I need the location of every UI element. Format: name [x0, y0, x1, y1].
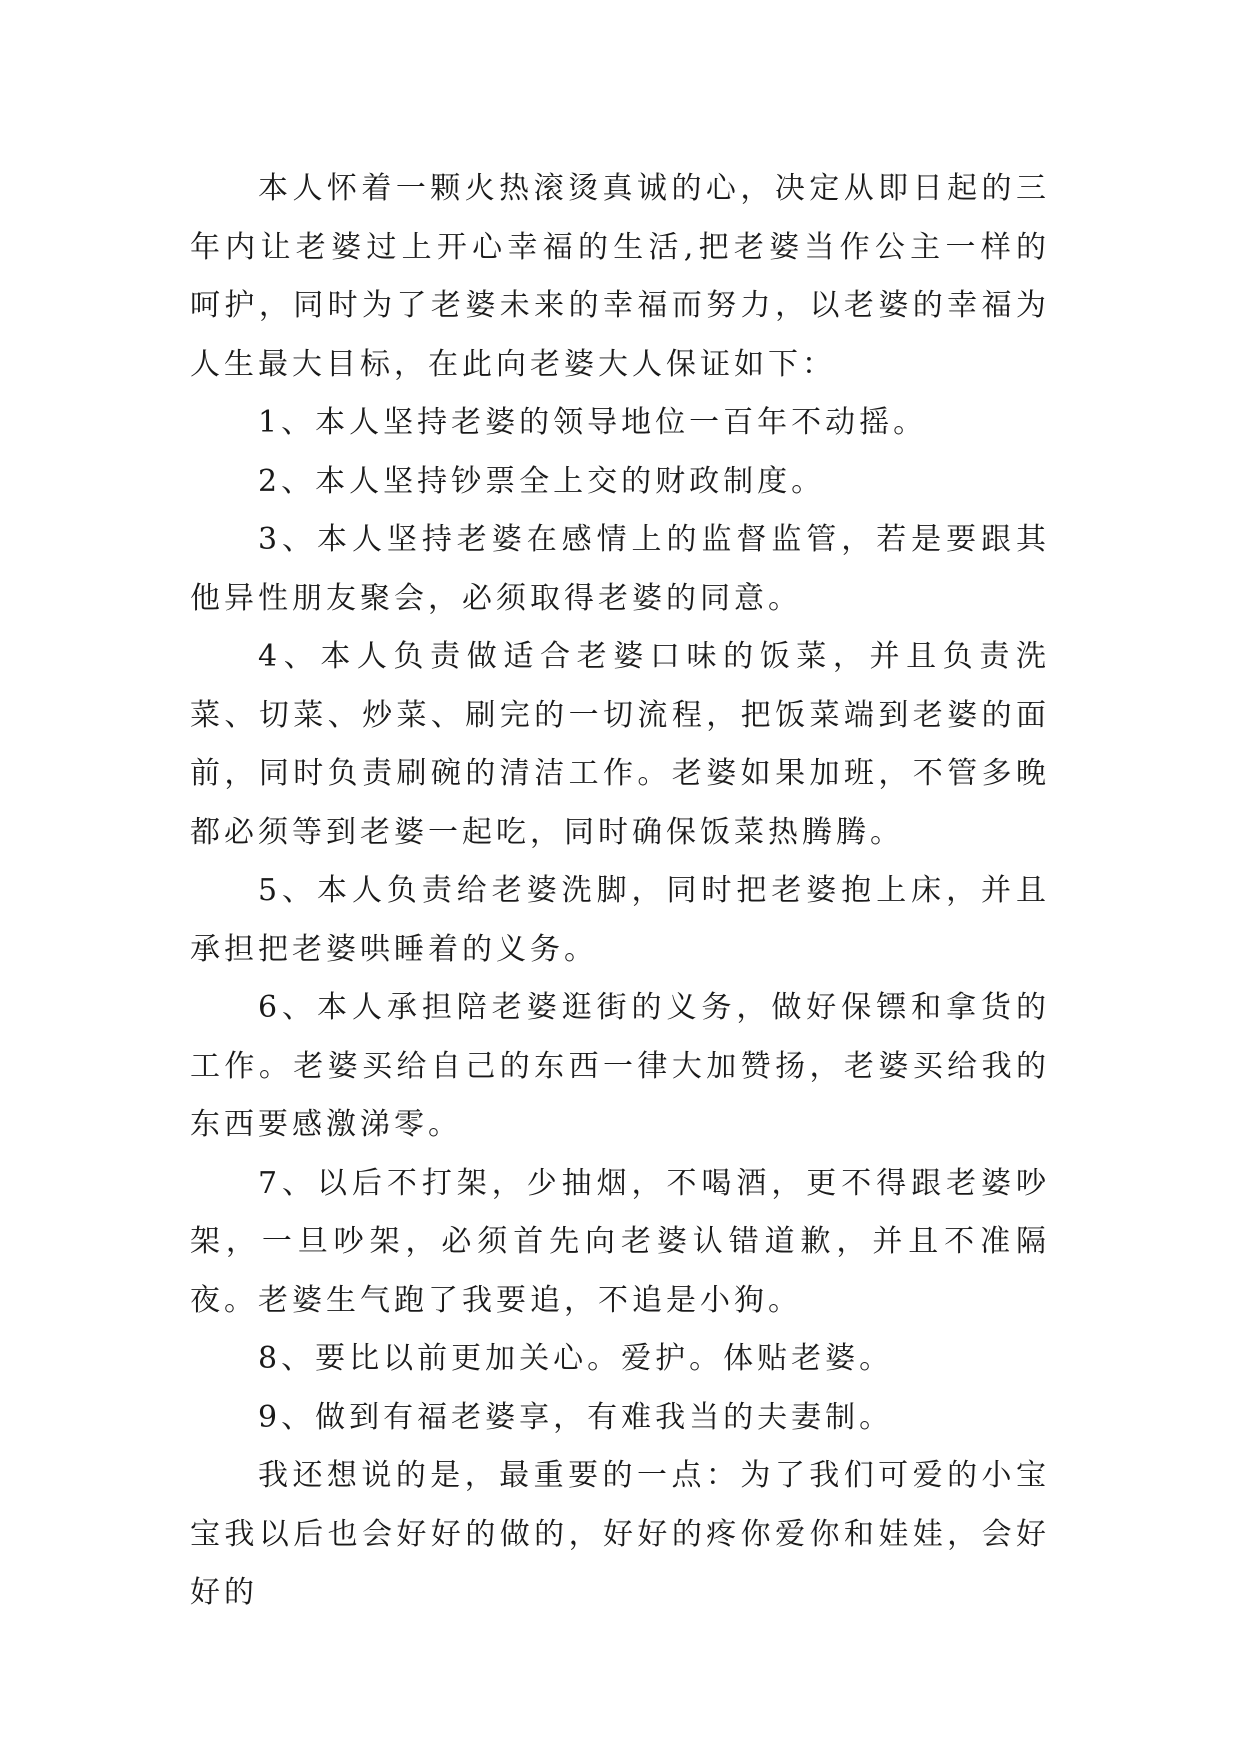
paragraph-item-6: 6、本人承担陪老婆逛街的义务，做好保镖和拿货的工作。老婆买给自己的东西一律大加赞扬，老婆买给我的东西要感激涕零。: [190, 990, 1050, 1142]
paragraph-item-7: 7、以后不打架，少抽烟，不喝酒，更不得跟老婆吵架，一旦吵架，必须首先向老婆认错道歉，并且不准隔夜。老婆生气跑了我要追，不追是小狗。: [190, 1165, 1050, 1318]
paragraph-closing: 我还想说的是，最重要的一点：为了我们可爱的小宝宝我以后也会好好的做的，好好的疼你爱你和娃娃，会好好的: [190, 1458, 1050, 1610]
paragraph-item-2: 2、本人坚持钞票全上交的财政制度。: [258, 463, 826, 499]
paragraph-item-8: 8、要比以前更加关心。爱护。体贴老婆。: [258, 1341, 894, 1376]
paragraph-item-9: 9、做到有福老婆享，有难我当的夫妻制。: [258, 1399, 894, 1435]
paragraph-item-4: 4、本人负责做适合老婆口味的饭菜，并且负责洗菜、切菜、炒菜、刷完的一切流程，把饭菜端到老婆的面前，同时负责刷碗的清洁工作。老婆如果加班，不管多晚都必须等到老婆一起吃，同时确保饭菜热腾腾。: [190, 639, 1050, 850]
paragraph-item-5: 5、本人负责给老婆洗脚，同时把老婆抱上床，并且承担把老婆哄睡着的义务。: [190, 873, 1050, 967]
paragraph-item-1: 1、本人坚持老婆的领导地位一百年不动摇。: [258, 405, 928, 440]
paragraph-intro: 本人怀着一颗火热滚烫真诚的心，决定从即日起的三年内让老婆过上开心幸福的生活,把老婆当作公主一样的呵护，同时为了老婆未来的幸福而努力，以老婆的幸福为人生最大目标，在此向老婆大人保证如下：: [190, 171, 1050, 382]
document-body: [190, 160, 1050, 1623]
paragraph-item-3: 3、本人坚持老婆在感情上的监督监管，若是要跟其他异性朋友聚会，必须取得老婆的同意。: [190, 522, 1050, 616]
